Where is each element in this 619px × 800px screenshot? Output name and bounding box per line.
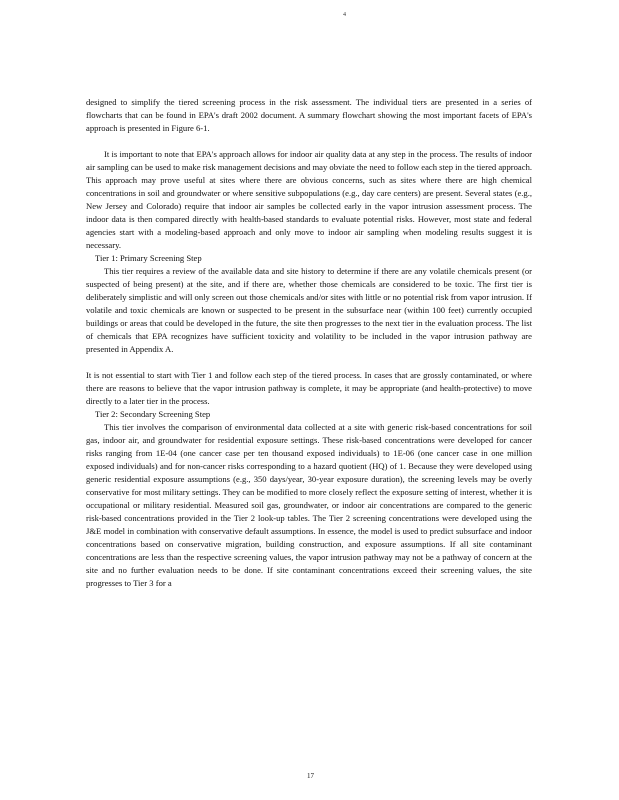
paragraph-tier-2: This tier involves the comparison of environmental data collected at a site with generic risk-based concentrations for soil gas, indoor air, and groundwater for residential exposure settings. These risk-based concentrations were developed for cancer risks ranging from 1E-04 (one cancer case per ten thousand exposed individuals) to 1E-06 (one cancer case in one million exposed individuals) and for non-cancer risks corresponding to a hazard quotient (HQ) of 1. Because they were developed using generic residential exposure assumptions (e.g., 350 days/year, 30-year exposure duration), the screening levels may be overly conservative for most military settings. They can be modified to more closely reflect the exposure setting of interest, whether it is occupational or military residential. Measured soil gas, groundwater, or indoor air concentrations are compared to the generic risk-based concentrations provided in the Tier 2 look-up tables. The Tier 2 screening concentrations were developed using the J&E model in combination with conservative default assumptions. In essence, the model is used to predict subsurface and indoor concentrations based on conservative migration, building construction, and exposure assumptions. If all site contaminant concentrations are less than the respective screening values, the vapor intrusion pathway may not be a pathway of concern at the site and no further evaluation needs to be done. If site contaminant concentrations exceed their screening values, the site progresses to Tier 3 for a bbox=[86, 422, 532, 588]
paragraph-not-essential: It is not essential to start with Tier 1 and follow each step of the tiered process. In cases that are grossly contaminated, or where there are reasons to believe that the vapor intrusion pathway is complete, it may be appropriate (and health-protective) to move directly to a later tier in the process. bbox=[86, 370, 532, 406]
paragraph-indoor-air: It is important to note that EPA's approach allows for indoor air quality data at any step in the process. The results of indoor air sampling can be used to make risk management decisions and may obviate the need to follow each step in the tiered approach. This approach may prove useful at sites where there are obvious concerns, such as sites where there are high chemical concentrations in soil and groundwater or where sensitive subpopulations (e.g., day care centers) are present. Several states (e.g., New Jersey and Colorado) require that indoor air samples be collected early in the vapor intrusion assessment process. The indoor data is then compared directly with health-based standards to evaluate potential risks. However, most state and federal agencies start with a modeling-based approach and only move to indoor air sampling when modeling results suggest it is necessary. bbox=[86, 149, 533, 250]
heading-tier-1: Tier 1: Primary Screening Step bbox=[95, 253, 202, 263]
heading-tier-2: Tier 2: Secondary Screening Step bbox=[95, 409, 211, 419]
paragraph-intro: designed to simplify the tiered screening process in the risk assessment. The individual tiers are presented in a series of flowcharts that can be found in EPA's draft 2002 document. A summary flowchart showing the most important facets of EPA's approach is presented in Figure 6-1. bbox=[86, 97, 532, 133]
header-mark: 4 bbox=[343, 12, 346, 18]
paragraph-tier-1: This tier requires a review of the available data and site history to determine if there are any volatile chemicals present (or suspected of being present) at the site, and if there are, whether those chemicals are considered to be toxic. The first tier is deliberately simplistic and will only screen out those chemicals and/or sites with little or no potential risk from vapor intrusion. If volatile and toxic chemicals are known or suspected to be present in the subsurface near (within 100 feet) currently occupied buildings or areas that could be developed in the future, the site then progresses to the next tier in the evaluation process. The list of chemicals that EPA recognizes have sufficient toxicity and volatility to be included in the vapor intrusion pathway are presented in Appendix A. bbox=[86, 266, 532, 354]
page-number: 17 bbox=[307, 772, 314, 780]
document-body bbox=[86, 96, 532, 590]
